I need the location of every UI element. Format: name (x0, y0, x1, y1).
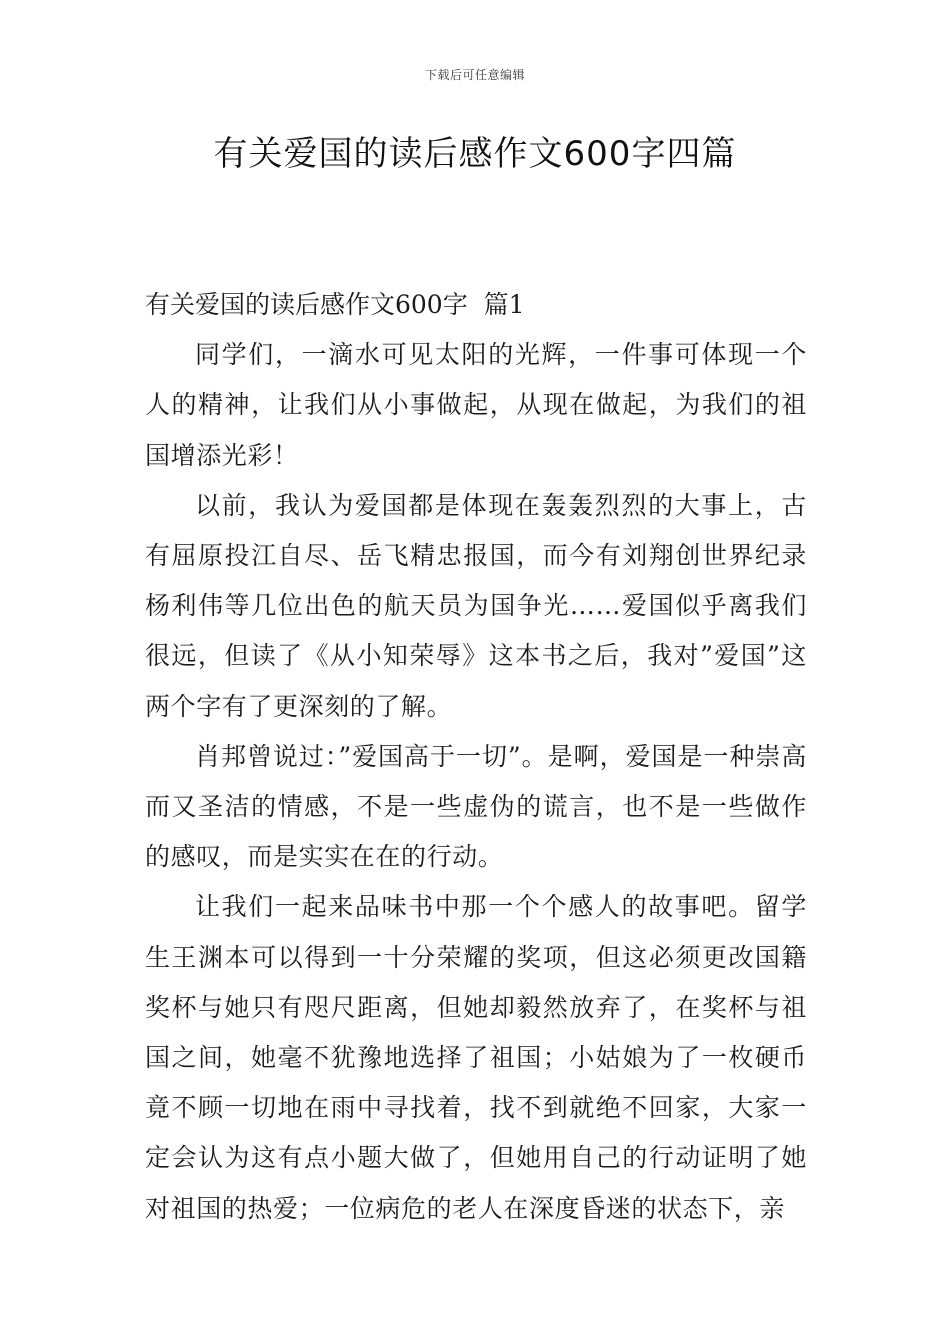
article-body (145, 280, 807, 1234)
section-heading: 有关爱国的读后感作文600字 篇1 (145, 290, 525, 319)
paragraph-4: 让我们一起来品味书中那一个个感人的故事吧。留学生王渊本可以得到一十分荣耀的奖项，但这必须更改国籍奖杯与她只有咫尺距离，但她却毅然放弃了，在奖杯与祖国之间，她毫不犹豫地选择了祖国；小姑娘为了一枚硬币竟不顾一切地在雨中寻找着，找不到就绝不回家，大家一定会认为这有点小题大做了，但她用自己的行动证明了她对祖国的热爱；一位病危的老人在深度昏迷的状态下，亲 (145, 892, 807, 1223)
header-note: 下载后可任意编辑 (424, 68, 525, 82)
paragraph-3: 肖邦曾说过：”爱国高于一切”。是啊，爱国是一种崇高而又圣洁的情感，不是一些虚伪的谎言，也不是一些做作的感叹，而是实实在在的行动。 (145, 741, 807, 872)
document-title: 有关爱国的读后感作文600字四篇 (213, 134, 737, 174)
paragraph-2: 以前，我认为爱国都是体现在轰轰烈烈的大事上，古有屈原投江自尽、岳飞精忠报国，而今有刘翔创世界纪录杨利伟等几位出色的航天员为国争光……爱国似乎离我们很远，但读了《从小知荣辱》这本书之后，我对”爱国”这两个字有了更深刻的了解。 (145, 490, 807, 721)
paragraph-1: 同学们，一滴水可见太阳的光辉，一件事可体现一个人的精神，让我们从小事做起，从现在做起，为我们的祖国增添光彩！ (145, 340, 807, 470)
